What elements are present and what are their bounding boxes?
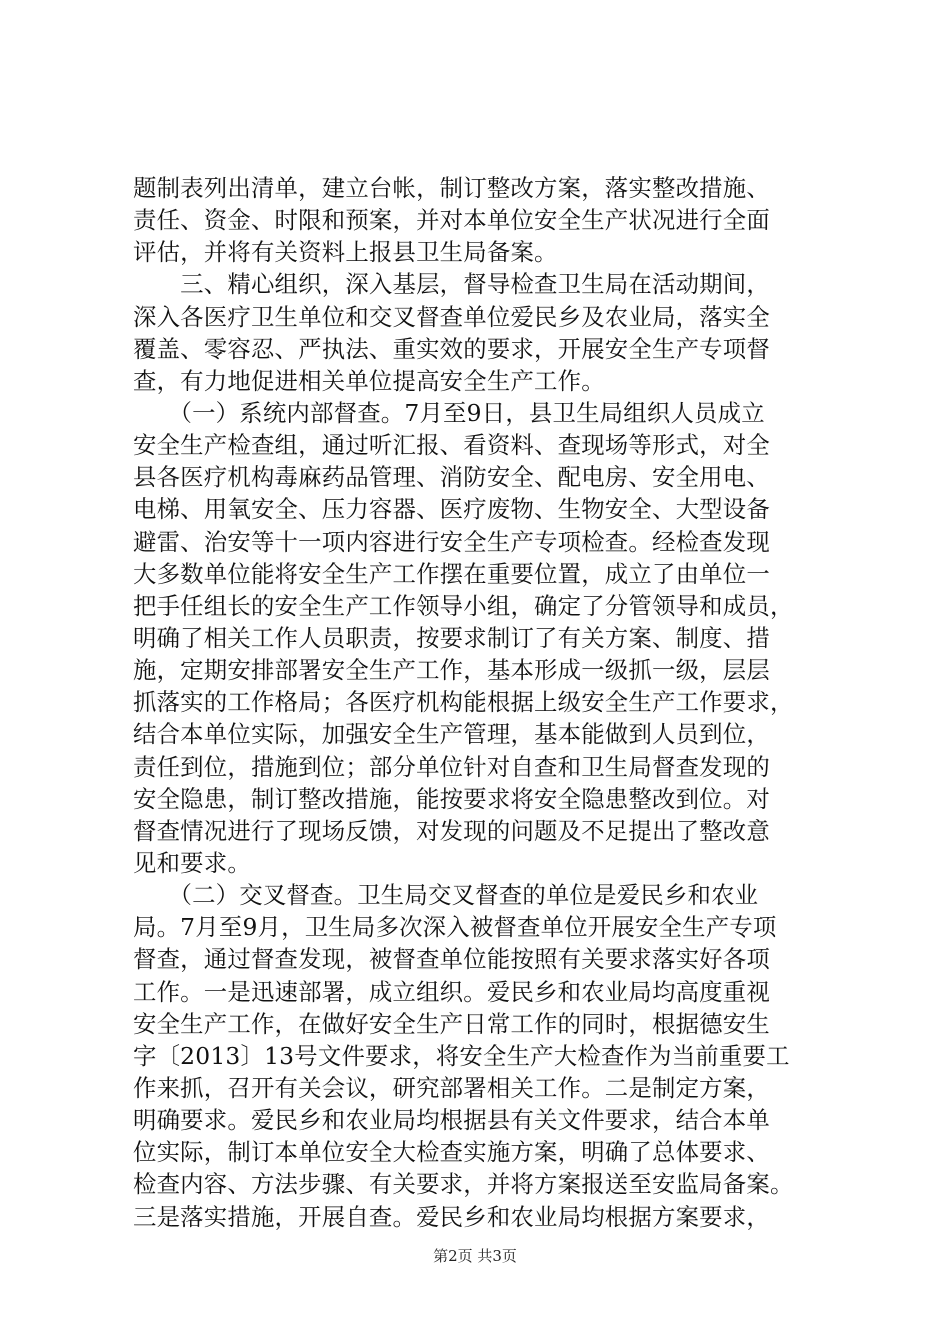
text-line: 安全隐患，制订整改措施，能按要求将安全隐患整改到位。对 bbox=[133, 784, 770, 813]
text-line: 字〔2013〕13号文件要求，将安全生产大检查作为当前重要工 bbox=[133, 1041, 790, 1070]
text-line: 县各医疗机构毒麻药品管理、消防安全、配电房、安全用电、 bbox=[133, 463, 770, 492]
text-line: 电梯、用氧安全、压力容器、医疗废物、生物安全、大型设备 bbox=[133, 495, 770, 524]
text-line: 督查情况进行了现场反馈，对发现的问题及不足提出了整改意 bbox=[133, 816, 770, 845]
text-line: 结合本单位实际，加强安全生产管理，基本能做到人员到位， bbox=[133, 720, 770, 749]
text-line: 抓落实的工作格局；各医疗机构能根据上级安全生产工作要求， bbox=[133, 688, 794, 717]
text-line: 覆盖、零容忍、严执法、重实效的要求，开展安全生产专项督 bbox=[133, 334, 770, 363]
text-line: （一）系统内部督查。7月至9日，县卫生局组织人员成立 bbox=[133, 398, 765, 427]
text-line: 局。7月至9月，卫生局多次深入被督查单位开展安全生产专项 bbox=[133, 913, 777, 942]
text-line: 大多数单位能将安全生产工作摆在重要位置，成立了由单位一 bbox=[133, 559, 770, 588]
text-line: 工作。一是迅速部署，成立组织。爱民乡和农业局均高度重视 bbox=[133, 977, 770, 1006]
text-line: 作来抓，召开有关会议，研究部署相关工作。二是制定方案， bbox=[133, 1073, 770, 1102]
text-line: 见和要求。 bbox=[133, 848, 251, 877]
text-line: 把手任组长的安全生产工作领导小组，确定了分管领导和成员， bbox=[133, 591, 794, 620]
text-line: 避雷、治安等十一项内容进行安全生产专项检查。经检查发现 bbox=[133, 527, 770, 556]
text-line: 督查，通过督查发现，被督查单位能按照有关要求落实好各项 bbox=[133, 945, 770, 974]
text-line: 责任、资金、时限和预案，并对本单位安全生产状况进行全面 bbox=[133, 206, 770, 235]
text-line: 明确了相关工作人员职责，按要求制订了有关方案、制度、措 bbox=[133, 623, 770, 652]
text-line: 三是落实措施，开展自查。爱民乡和农业局均根据方案要求， bbox=[133, 1202, 770, 1231]
text-line: 三、精心组织，深入基层，督导检查卫生局在活动期间， bbox=[133, 270, 770, 299]
body-text bbox=[133, 172, 833, 1233]
text-line: 位实际，制订本单位安全大检查实施方案，明确了总体要求、 bbox=[133, 1138, 770, 1167]
text-line: 评估，并将有关资料上报县卫生局备案。 bbox=[133, 238, 558, 267]
text-line: 深入各医疗卫生单位和交叉督查单位爱民乡及农业局，落实全 bbox=[133, 302, 770, 331]
text-line: 查，有力地促进相关单位提高安全生产工作。 bbox=[133, 366, 605, 395]
text-line: 施，定期安排部署安全生产工作，基本形成一级抓一级，层层 bbox=[133, 656, 770, 685]
text-line: 明确要求。爱民乡和农业局均根据县有关文件要求，结合本单 bbox=[133, 1106, 770, 1135]
page-number-footer: 第2页 共3页 bbox=[433, 1247, 517, 1265]
text-line: 检查内容、方法步骤、有关要求，并将方案报送至安监局备案。 bbox=[133, 1170, 794, 1199]
text-line: 安全生产检查组，通过听汇报、看资料、查现场等形式，对全 bbox=[133, 431, 770, 460]
text-line: 责任到位，措施到位；部分单位针对自查和卫生局督查发现的 bbox=[133, 752, 770, 781]
text-line: 安全生产工作，在做好安全生产日常工作的同时，根据德安生 bbox=[133, 1009, 770, 1038]
text-line: 题制表列出清单，建立台帐，制订整改方案，落实整改措施、 bbox=[133, 174, 770, 202]
text-line: （二）交叉督查。卫生局交叉督查的单位是爱民乡和农业 bbox=[133, 881, 759, 910]
